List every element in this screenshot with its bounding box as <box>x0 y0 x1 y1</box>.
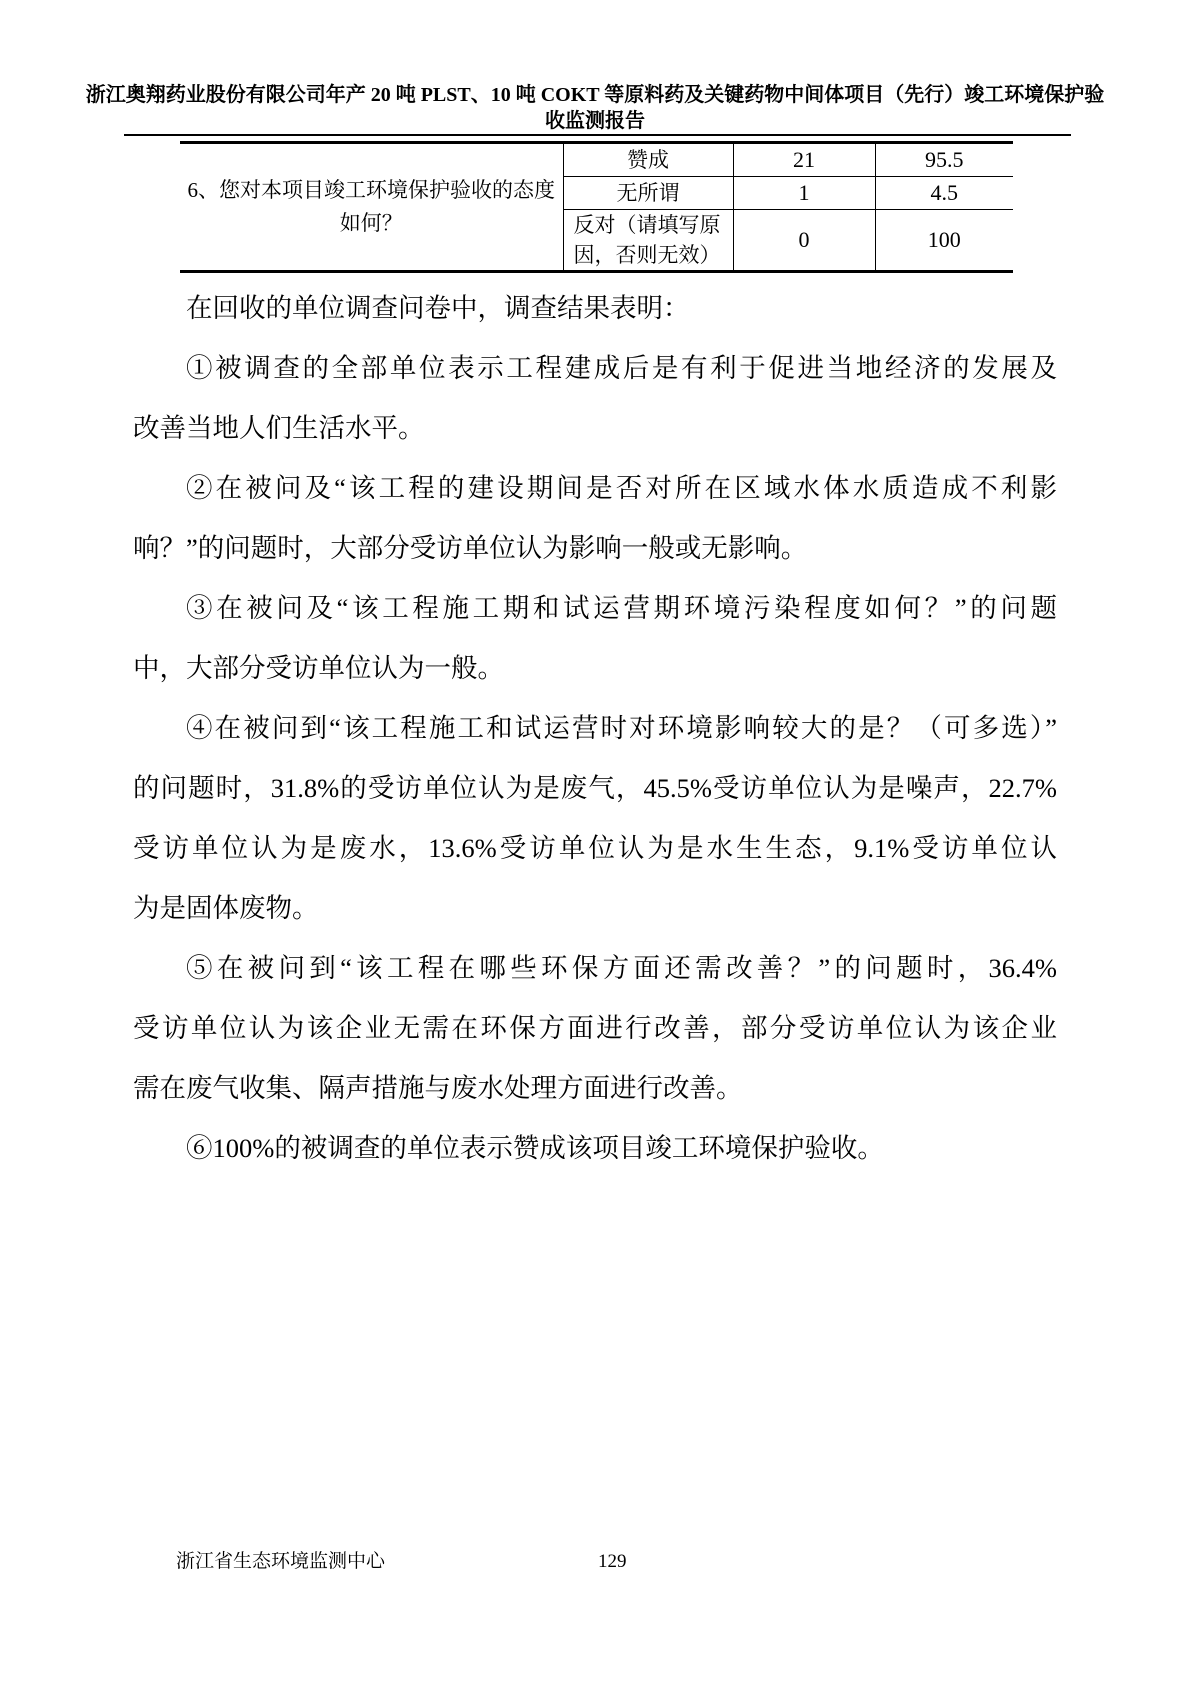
body-line: 响？”的问题时，大部分受访单位认为影响一般或无影响。 <box>133 533 808 563</box>
survey-question-cell: 6、您对本项目竣工环境保护验收的态度如何？ <box>180 143 563 272</box>
body-line: 的问题时，31.8%的受访单位认为是废气，45.5%受访单位认为是噪声，22.7% <box>133 773 1057 803</box>
footer-organization: 浙江省生态环境监测中心 <box>176 1551 386 1572</box>
count-cell: 21 <box>733 143 875 177</box>
body-line: 在回收的单位调查问卷中，调查结果表明： <box>186 293 690 323</box>
table-row <box>180 143 1013 177</box>
count-cell: 1 <box>733 177 875 210</box>
header-title-line1: 浙江奥翔药业股份有限公司年产 20 吨 PLST、10 吨 COKT 等原料药及关键药物中间体项目（先行）竣工环境保护验 <box>85 84 1105 106</box>
header-rule <box>124 134 1071 136</box>
body-line: ②在被问及“该工程的建设期间是否对所在区域水体水质造成不利影 <box>186 473 1057 503</box>
header-title-line2: 收监测报告 <box>545 110 645 132</box>
body-text <box>133 278 1057 1178</box>
body-line: ⑤在被问到“该工程在哪些环保方面还需改善？”的问题时，36.4% <box>186 953 1057 983</box>
survey-results-table <box>180 141 1013 273</box>
percent-cell: 100 <box>875 210 1013 272</box>
document-header <box>0 82 1190 134</box>
body-line: ①被调查的全部单位表示工程建成后是有利于促进当地经济的发展及 <box>186 353 1057 383</box>
footer-page-number: 129 <box>598 1551 627 1572</box>
count-cell: 0 <box>733 210 875 272</box>
option-cell: 反对（请填写原因，否则无效） <box>563 210 733 272</box>
option-cell: 无所谓 <box>563 177 733 210</box>
body-line: 为是固体废物。 <box>133 893 319 923</box>
percent-cell: 95.5 <box>875 143 1013 177</box>
percent-cell: 4.5 <box>875 177 1013 210</box>
body-line: 中，大部分受访单位认为一般。 <box>133 653 504 683</box>
body-line: 改善当地人们生活水平。 <box>133 413 425 443</box>
body-line: ③在被问及“该工程施工期和试运营期环境污染程度如何？”的问题 <box>186 593 1057 623</box>
body-line: 受访单位认为是废水，13.6%受访单位认为是水生生态，9.1%受访单位认 <box>133 833 1057 863</box>
body-line: 受访单位认为该企业无需在环保方面进行改善，部分受访单位认为该企业 <box>133 1013 1057 1043</box>
body-line: ⑥100%的被调查的单位表示赞成该项目竣工环境保护验收。 <box>186 1133 884 1163</box>
option-cell: 赞成 <box>563 143 733 177</box>
body-line: ④在被问到“该工程施工和试运营时对环境影响较大的是？（可多选）” <box>186 713 1057 743</box>
body-line: 需在废气收集、隔声措施与废水处理方面进行改善。 <box>133 1073 743 1103</box>
